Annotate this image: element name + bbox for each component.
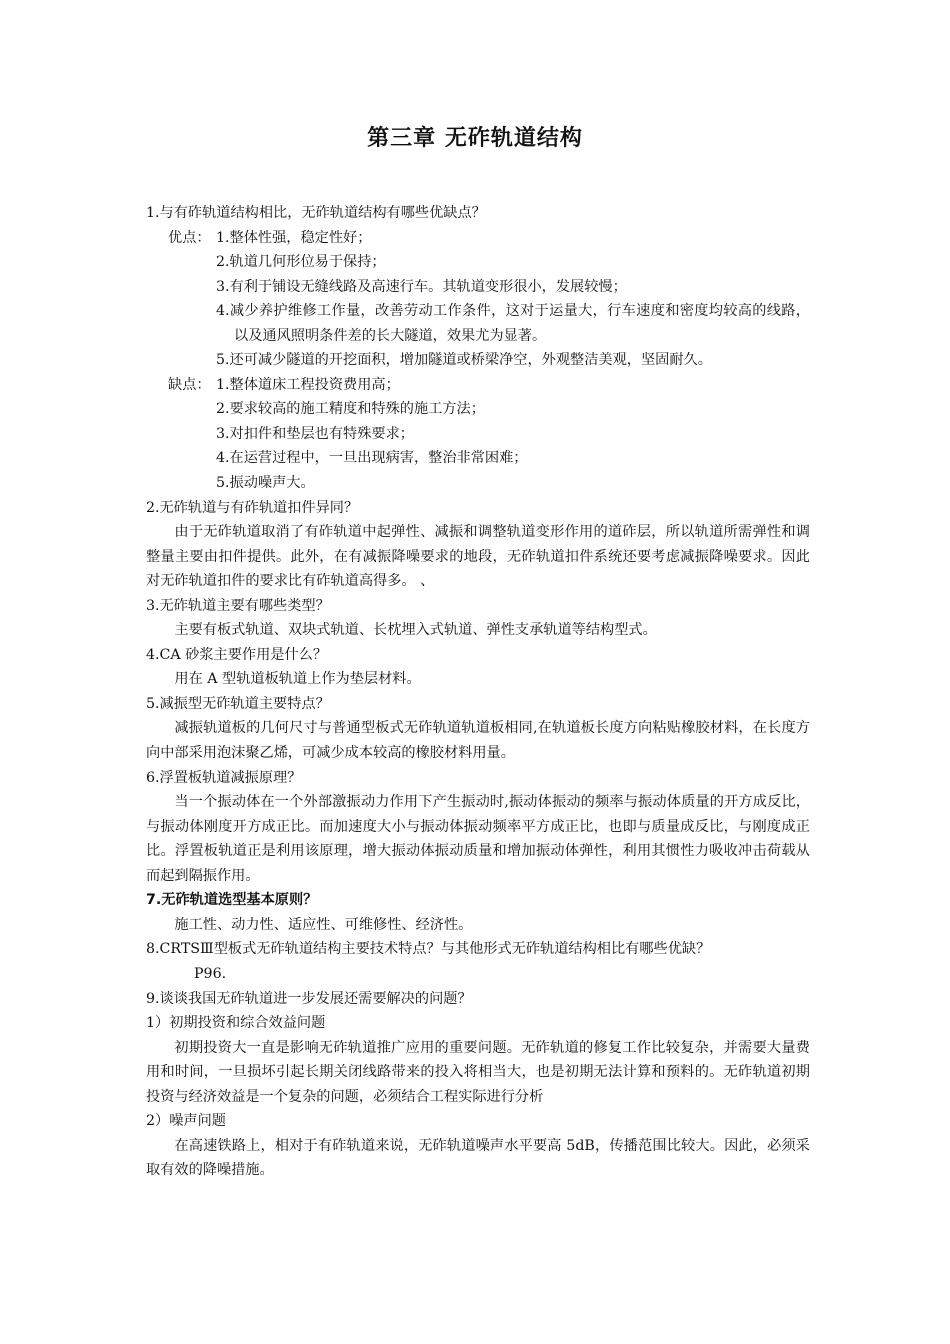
- answer-3: 主要有板式轨道、双块式轨道、长枕埋入式轨道、弹性支承轨道等结构型式。: [174, 622, 657, 639]
- question-8: 8.CRTSⅢ型板式无砟轨道结构主要技术特点？与其他形式无砟轨道结构相比有哪些优缺？: [146, 941, 711, 958]
- cons-item-4: 4.在运营过程中，一旦出现病害，整治非常困难；: [216, 450, 528, 467]
- question-9: 9.谈谈我国无砟轨道进一步发展还需要解决的问题？: [146, 990, 472, 1007]
- cons-item-2: 2.要求较高的施工精度和特殊的施工方法；: [216, 401, 485, 418]
- pros-item-1: 1.整体性强，稳定性好；: [216, 229, 372, 246]
- question-2: 2.无砟轨道与有砟轨道扣件异同？: [146, 499, 359, 516]
- pros-item-4: 4.减少养护维修工作量，改善劳动工作条件，这对于运量大，行车速度和密度均较高的线路，以及通风照明条件差的长大隧道，效果尤为显著。: [216, 303, 810, 344]
- question-7: 7.无砟轨道选型基本原则？: [146, 892, 318, 909]
- pros-label: 优点：: [168, 229, 211, 246]
- cons-row: [146, 373, 810, 398]
- answer-4: 用在 A 型轨道板轨道上作为垫层材料。: [174, 671, 421, 688]
- document-body: [146, 201, 810, 1183]
- pros-row: [146, 226, 810, 251]
- pros-item-2: 2.轨道几何形位易于保持；: [216, 254, 386, 271]
- question-3: 3.无砟轨道主要有哪些类型？: [146, 597, 330, 614]
- question-5: 5.减振型无砟轨道主要特点？: [146, 695, 330, 712]
- question-1: 1.与有砟轨道结构相比，无砟轨道结构有哪些优缺点？: [146, 205, 486, 221]
- answer-7: 施工性、动力性、适应性、可维修性、经济性。: [174, 916, 473, 933]
- section-heading-1: 1）初期投资和综合效益问题: [146, 1015, 326, 1032]
- answer-6: 当一个振动体在一个外部激振动力作用下产生振动时,振动体振动的频率与振动体质量的开方成反比，与振动体刚度开方成正比。而加速度大小与振动体振动频率平方成正比，也即与质量成反比，与刚度成正比。浮置板轨道正是利用该原理，增大振动体振动质量和增加振动体弹性，利用其惯性力吸收冲击荷载从而起到隔振作用。: [146, 794, 810, 884]
- section-heading-2: 2）噪声问题: [146, 1113, 226, 1130]
- chapter-title: 第三章 无砟轨道结构: [367, 126, 583, 151]
- cons-item-3: 3.对扣件和垫层也有特殊要求；: [216, 425, 414, 442]
- question-4: 4.CA 砂浆主要作用是什么？: [146, 646, 328, 663]
- answer-8: P96.: [194, 965, 227, 982]
- pros-item-3: 3.有利于铺设无缝线路及高速行车。其轨道变形很小，发展较慢；: [216, 278, 627, 295]
- cons-label: 缺点：: [168, 376, 211, 393]
- cons-item-1: 1.整体道床工程投资费用高；: [216, 376, 400, 393]
- section-body-1: 初期投资大一直是影响无砟轨道推广应用的重要问题。无砟轨道的修复工作比较复杂，并需要大量费用和时间，一旦损坏引起长期关闭线路带来的投入将相当大，也是初期无法计算和预料的。无砟轨道初期投资与经济效益是一个复杂的问题，必须结合工程实际进行分析: [146, 1039, 810, 1105]
- question-6: 6.浮置板轨道减振原理？: [146, 769, 302, 786]
- cons-item-5: 5.振动噪声大。: [216, 475, 315, 492]
- answer-2: 由于无砟轨道取消了有砟轨道中起弹性、减振和调整轨道变形作用的道砟层，所以轨道所需弹性和调整量主要由扣件提供。此外，在有减振降噪要求的地段，无砟轨道扣件系统还要考虑减振降噪要求。因此对无砟轨道扣件的要求比有砟轨道高得多。 、: [146, 524, 810, 590]
- section-body-2: 在高速铁路上，相对于有砟轨道来说，无砟轨道噪声水平要高 5dB，传播范围比较大。因此，必须采取有效的降噪措施。: [146, 1137, 810, 1179]
- answer-5: 减振轨道板的几何尺寸与普通型板式无砟轨道轨道板相同,在轨道板长度方向粘贴橡胶材料，在长度方向中部采用泡沫聚乙烯，可减少成本较高的橡胶材料用量。: [146, 720, 810, 762]
- pros-item-5: 5.还可减少隧道的开挖面积，增加隧道或桥梁净空，外观整洁美观，坚固耐久。: [216, 352, 712, 369]
